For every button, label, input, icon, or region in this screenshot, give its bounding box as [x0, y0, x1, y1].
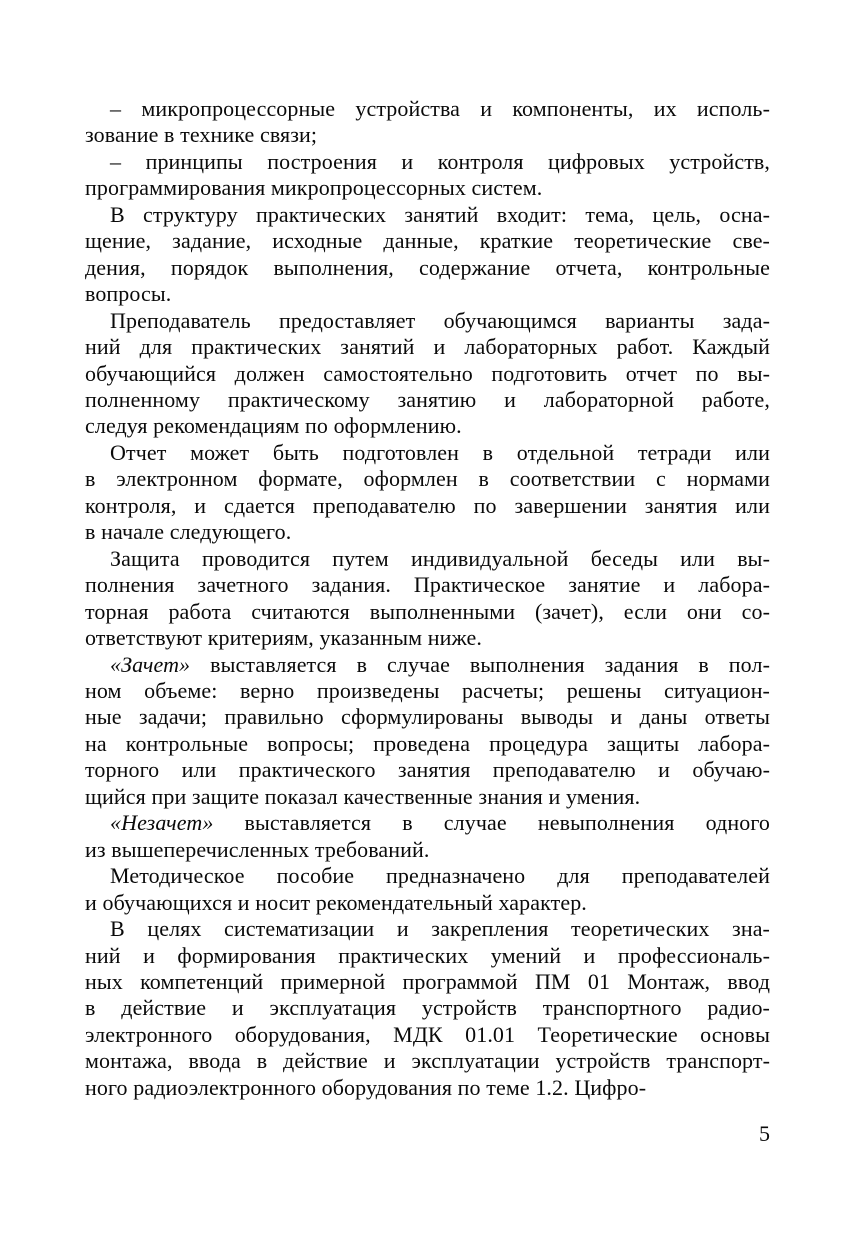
text-line: торная работа считаются выполненными (зачет), если они со- [85, 598, 770, 624]
paragraph [85, 202, 770, 308]
text-line: «Зачет» выставляется в случае выполнения задания в пол- [110, 651, 770, 677]
text-line: В целях систематизации и закрепления теоретических зна- [110, 916, 770, 942]
text-line: торного или практического занятия преподавателю и обучаю- [85, 757, 770, 783]
text-line: в начале следующего. [85, 519, 292, 545]
text-line: дения, порядок выполнения, содержание отчета, контрольные [85, 254, 770, 280]
text-line: из вышеперечисленных требований. [85, 836, 430, 862]
text-line: и обучающихся и носит рекомендательный характер. [85, 889, 587, 915]
text-line: полненному практическому занятию и лабораторной работе, [85, 386, 770, 412]
text-line: ных компетенций примерной программой ПМ 01 Монтаж, ввод [85, 968, 770, 994]
text-line: ний и формирования практических умений и профессиональ- [85, 942, 770, 968]
text-line: вопросы. [85, 281, 172, 307]
paragraph [85, 863, 770, 916]
paragraph [85, 440, 770, 546]
text-line: Отчет может быть подготовлен в отдельной тетради или [110, 439, 770, 465]
paragraph [85, 652, 770, 811]
paragraph [85, 308, 770, 440]
text-line: полнения зачетного задания. Практическое занятие и лабора- [85, 572, 770, 598]
paragraph [85, 149, 770, 202]
text-line: ные задачи; правильно сформулированы выводы и даны ответы [85, 704, 770, 730]
text-line: Методическое пособие предназначено для преподавателей [110, 863, 770, 889]
text-line: электронного оборудования, МДК 01.01 Теоретические основы [85, 1021, 770, 1047]
text-line: – принципы построения и контроля цифровых устройств, [110, 148, 770, 174]
text-line: щение, задание, исходные данные, краткие теоретические све- [85, 228, 770, 254]
italic-term: «Незачет» [110, 810, 214, 836]
page-number: 5 [759, 1121, 770, 1146]
text-line: Защита проводится путем индивидуальной беседы или вы- [110, 545, 770, 571]
text-block [85, 96, 770, 1101]
text-line: в действие и эксплуатация устройств транспортного радио- [85, 995, 770, 1021]
text-line: в электронном формате, оформлен в соответствии с нормами [85, 466, 770, 492]
text-line: программирования микропроцессорных систем. [85, 175, 543, 201]
text-line: ного радиоэлектронного оборудования по теме 1.2. Цифро- [85, 1074, 647, 1100]
paragraph [85, 96, 770, 149]
text-line: ответствуют критериям, указанным ниже. [85, 625, 483, 651]
text-line: монтажа, ввода в действие и эксплуатации устройств транспорт- [85, 1048, 770, 1074]
text-line: контроля, и сдается преподавателю по завершении занятия или [85, 492, 770, 518]
text-line: В структуру практических занятий входит: тема, цель, осна- [110, 201, 770, 227]
paragraph [85, 916, 770, 1101]
text-line: – микропроцессорные устройства и компоненты, их исполь- [110, 96, 770, 121]
paragraph [85, 546, 770, 652]
text-line: ний для практических занятий и лабораторных работ. Каждый [85, 334, 770, 360]
text-line: щийся при защите показал качественные знания и умения. [85, 783, 641, 809]
text-line: следуя рекомендациям по оформлению. [85, 413, 462, 439]
paragraph [85, 810, 770, 863]
italic-term: «Зачет» [110, 651, 191, 677]
text-line: зование в технике связи; [85, 122, 318, 148]
text-line: обучающийся должен самостоятельно подготовить отчет по вы- [85, 360, 770, 386]
text-line: Преподаватель предоставляет обучающимся варианты зада- [110, 307, 770, 333]
text-line: «Незачет» выставляется в случае невыполнения одного [110, 810, 770, 836]
text-line: ном объеме: верно произведены расчеты; решены ситуацион- [85, 677, 770, 703]
text-line: на контрольные вопросы; проведена процедура защиты лабора- [85, 730, 770, 756]
